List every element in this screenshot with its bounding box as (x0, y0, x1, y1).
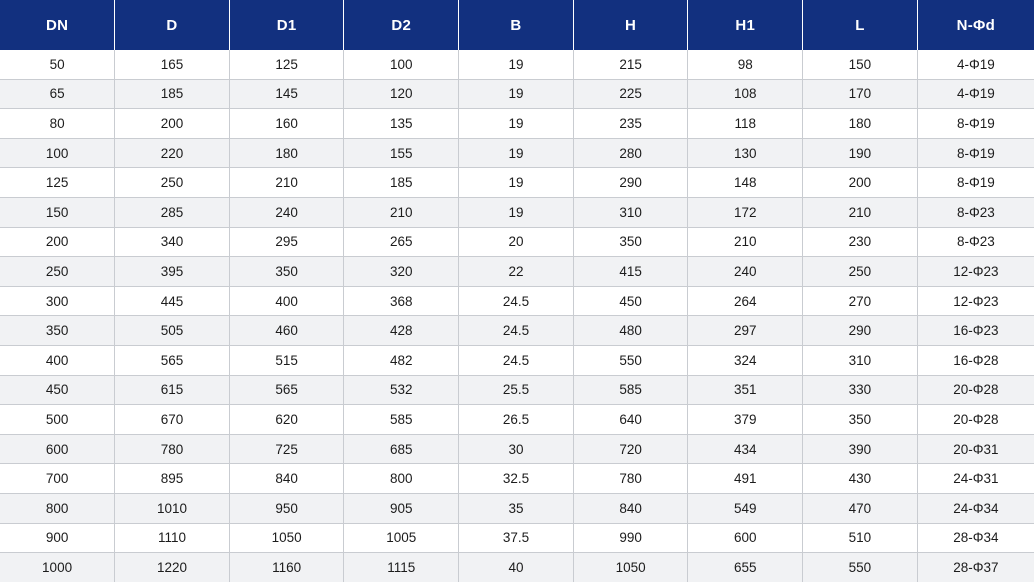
table-row (0, 138, 1034, 168)
table-cell: 720 (573, 434, 688, 464)
table-cell: 350 (803, 405, 918, 435)
table-cell: 200 (0, 227, 115, 257)
table-row (0, 316, 1034, 346)
table-cell: 125 (229, 50, 344, 79)
table-cell: 235 (573, 109, 688, 139)
table-cell: 400 (229, 286, 344, 316)
table-cell: 990 (573, 523, 688, 553)
table-cell: 80 (0, 109, 115, 139)
table-cell: 165 (115, 50, 230, 79)
table-cell: 950 (229, 493, 344, 523)
column-header-n-d: N-Φd (917, 0, 1034, 50)
table-cell: 430 (803, 464, 918, 494)
table-cell: 295 (229, 227, 344, 257)
table-cell: 118 (688, 109, 803, 139)
table-cell: 351 (688, 375, 803, 405)
table-cell: 1115 (344, 553, 459, 582)
table-cell: 1005 (344, 523, 459, 553)
table-cell: 8-Φ23 (917, 197, 1034, 227)
table-cell: 368 (344, 286, 459, 316)
table-cell: 30 (459, 434, 574, 464)
table-cell: 500 (0, 405, 115, 435)
table-cell: 510 (803, 523, 918, 553)
table-cell: 550 (573, 345, 688, 375)
table-cell: 250 (803, 257, 918, 287)
table-cell: 600 (0, 434, 115, 464)
table-row (0, 493, 1034, 523)
table-cell: 35 (459, 493, 574, 523)
table-cell: 210 (688, 227, 803, 257)
table-cell: 640 (573, 405, 688, 435)
table-cell: 20 (459, 227, 574, 257)
table-cell: 445 (115, 286, 230, 316)
table-cell: 290 (803, 316, 918, 346)
table-cell: 460 (229, 316, 344, 346)
table-cell: 270 (803, 286, 918, 316)
table-cell: 135 (344, 109, 459, 139)
table-cell: 185 (344, 168, 459, 198)
table-header (0, 0, 1034, 50)
table-cell: 37.5 (459, 523, 574, 553)
table-cell: 840 (229, 464, 344, 494)
table-cell: 700 (0, 464, 115, 494)
table-cell: 450 (0, 375, 115, 405)
table-cell: 100 (344, 50, 459, 79)
table-cell: 160 (229, 109, 344, 139)
table-cell: 585 (573, 375, 688, 405)
table-cell: 215 (573, 50, 688, 79)
table-cell: 28-Φ34 (917, 523, 1034, 553)
table-cell: 895 (115, 464, 230, 494)
table-cell: 290 (573, 168, 688, 198)
table-cell: 40 (459, 553, 574, 582)
table-cell: 8-Φ19 (917, 168, 1034, 198)
table-cell: 16-Φ28 (917, 345, 1034, 375)
table-cell: 180 (803, 109, 918, 139)
table-row (0, 405, 1034, 435)
table-cell: 515 (229, 345, 344, 375)
table-cell: 1110 (115, 523, 230, 553)
table-cell: 120 (344, 79, 459, 109)
table-cell: 550 (803, 553, 918, 582)
table-row (0, 168, 1034, 198)
table-cell: 390 (803, 434, 918, 464)
table-body (0, 50, 1034, 582)
table-row (0, 227, 1034, 257)
table-row (0, 79, 1034, 109)
table-cell: 565 (229, 375, 344, 405)
table-cell: 220 (115, 138, 230, 168)
table-cell: 12-Φ23 (917, 286, 1034, 316)
table-cell: 415 (573, 257, 688, 287)
table-cell: 780 (115, 434, 230, 464)
table-cell: 1160 (229, 553, 344, 582)
table-cell: 655 (688, 553, 803, 582)
table-cell: 400 (0, 345, 115, 375)
column-header-h: H (573, 0, 688, 50)
table-cell: 230 (803, 227, 918, 257)
table-cell: 225 (573, 79, 688, 109)
table-cell: 240 (688, 257, 803, 287)
table-cell: 19 (459, 109, 574, 139)
table-cell: 20-Φ28 (917, 375, 1034, 405)
table-cell: 100 (0, 138, 115, 168)
table-cell: 25.5 (459, 375, 574, 405)
table-cell: 172 (688, 197, 803, 227)
table-cell: 20-Φ28 (917, 405, 1034, 435)
table-cell: 170 (803, 79, 918, 109)
table-cell: 19 (459, 168, 574, 198)
table-cell: 150 (803, 50, 918, 79)
table-row (0, 375, 1034, 405)
table-cell: 32.5 (459, 464, 574, 494)
table-cell: 210 (803, 197, 918, 227)
table-cell: 350 (229, 257, 344, 287)
table-row (0, 434, 1034, 464)
column-header-d1: D1 (229, 0, 344, 50)
table-cell: 725 (229, 434, 344, 464)
table-cell: 4-Φ19 (917, 79, 1034, 109)
table-cell: 600 (688, 523, 803, 553)
table-cell: 8-Φ19 (917, 138, 1034, 168)
table-cell: 685 (344, 434, 459, 464)
table-cell: 505 (115, 316, 230, 346)
table-cell: 800 (344, 464, 459, 494)
column-header-l: L (803, 0, 918, 50)
table-row (0, 523, 1034, 553)
table-cell: 310 (803, 345, 918, 375)
table-cell: 148 (688, 168, 803, 198)
table-cell: 185 (115, 79, 230, 109)
table-cell: 434 (688, 434, 803, 464)
table-cell: 350 (0, 316, 115, 346)
table-cell: 19 (459, 138, 574, 168)
table-cell: 549 (688, 493, 803, 523)
table-row (0, 257, 1034, 287)
table-cell: 800 (0, 493, 115, 523)
table-cell: 190 (803, 138, 918, 168)
table-cell: 50 (0, 50, 115, 79)
table-cell: 12-Φ23 (917, 257, 1034, 287)
table-cell: 1000 (0, 553, 115, 582)
table-cell: 24-Φ31 (917, 464, 1034, 494)
table-cell: 240 (229, 197, 344, 227)
table-cell: 470 (803, 493, 918, 523)
table-cell: 532 (344, 375, 459, 405)
table-cell: 145 (229, 79, 344, 109)
table-cell: 19 (459, 79, 574, 109)
table-cell: 8-Φ23 (917, 227, 1034, 257)
table-cell: 395 (115, 257, 230, 287)
table-cell: 210 (344, 197, 459, 227)
table-cell: 26.5 (459, 405, 574, 435)
table-cell: 65 (0, 79, 115, 109)
table-cell: 250 (115, 168, 230, 198)
table-cell: 155 (344, 138, 459, 168)
table-row (0, 50, 1034, 79)
table-cell: 98 (688, 50, 803, 79)
table-cell: 330 (803, 375, 918, 405)
table-cell: 250 (0, 257, 115, 287)
table-cell: 905 (344, 493, 459, 523)
table-cell: 840 (573, 493, 688, 523)
table-cell: 280 (573, 138, 688, 168)
table-cell: 180 (229, 138, 344, 168)
table-cell: 670 (115, 405, 230, 435)
table-row (0, 345, 1034, 375)
table-cell: 285 (115, 197, 230, 227)
table-cell: 310 (573, 197, 688, 227)
table-cell: 324 (688, 345, 803, 375)
table-cell: 19 (459, 197, 574, 227)
column-header-h1: H1 (688, 0, 803, 50)
table-cell: 16-Φ23 (917, 316, 1034, 346)
table-row (0, 109, 1034, 139)
table-cell: 200 (115, 109, 230, 139)
table-cell: 19 (459, 50, 574, 79)
table-cell: 130 (688, 138, 803, 168)
column-header-b: B (459, 0, 574, 50)
table-cell: 24.5 (459, 345, 574, 375)
table-row (0, 464, 1034, 494)
table-header-row (0, 0, 1034, 50)
table-cell: 300 (0, 286, 115, 316)
table-cell: 1010 (115, 493, 230, 523)
table-cell: 22 (459, 257, 574, 287)
table-cell: 108 (688, 79, 803, 109)
table-cell: 297 (688, 316, 803, 346)
table-cell: 585 (344, 405, 459, 435)
table-cell: 28-Φ37 (917, 553, 1034, 582)
table-cell: 340 (115, 227, 230, 257)
column-header-dn: DN (0, 0, 115, 50)
table-cell: 24.5 (459, 286, 574, 316)
table-cell: 200 (803, 168, 918, 198)
table-row (0, 553, 1034, 582)
table-cell: 24.5 (459, 316, 574, 346)
table-cell: 620 (229, 405, 344, 435)
table-cell: 265 (344, 227, 459, 257)
table-cell: 379 (688, 405, 803, 435)
table-cell: 450 (573, 286, 688, 316)
column-header-d: D (115, 0, 230, 50)
table-cell: 24-Φ34 (917, 493, 1034, 523)
table-cell: 480 (573, 316, 688, 346)
table-cell: 350 (573, 227, 688, 257)
table-cell: 4-Φ19 (917, 50, 1034, 79)
table-cell: 264 (688, 286, 803, 316)
table-cell: 320 (344, 257, 459, 287)
table-cell: 428 (344, 316, 459, 346)
table-cell: 565 (115, 345, 230, 375)
table-cell: 150 (0, 197, 115, 227)
table-cell: 1050 (573, 553, 688, 582)
table-cell: 125 (0, 168, 115, 198)
table-row (0, 286, 1034, 316)
table-cell: 491 (688, 464, 803, 494)
table-cell: 20-Φ31 (917, 434, 1034, 464)
table-cell: 210 (229, 168, 344, 198)
table-cell: 482 (344, 345, 459, 375)
column-header-d2: D2 (344, 0, 459, 50)
table-cell: 615 (115, 375, 230, 405)
table-cell: 8-Φ19 (917, 109, 1034, 139)
table-row (0, 197, 1034, 227)
table-cell: 900 (0, 523, 115, 553)
table-cell: 1220 (115, 553, 230, 582)
table-cell: 1050 (229, 523, 344, 553)
table-cell: 780 (573, 464, 688, 494)
